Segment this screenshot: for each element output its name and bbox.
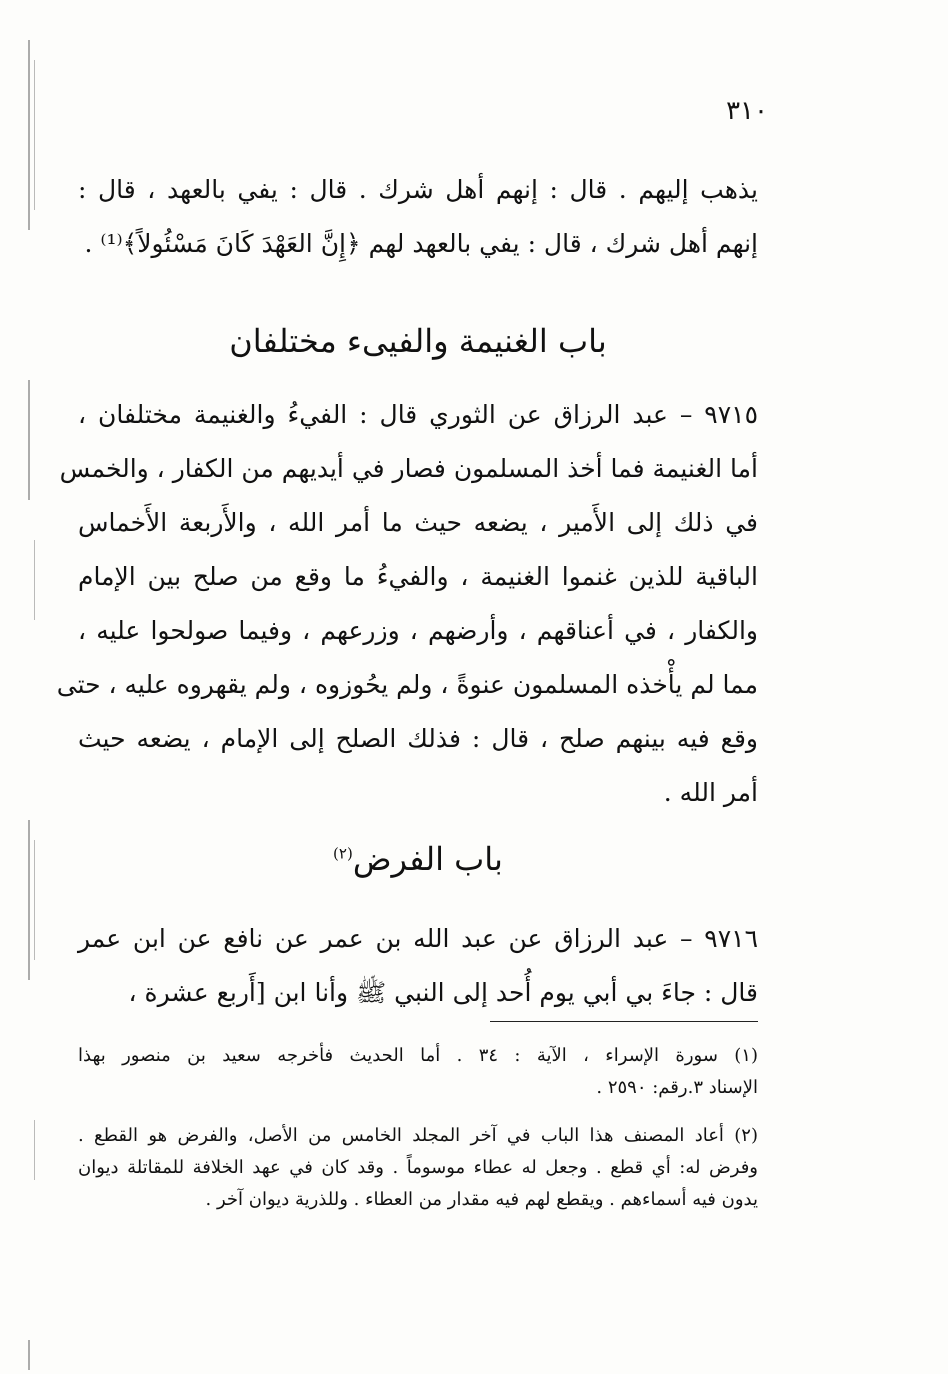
text-line: قال : جاءَ بي أبي يوم أُحد إلى النبي ﷺ وأنا ابن [أَربع عشرة ، <box>128 978 758 1007</box>
text-line: يذهب إليهم . قال : إنهم أهل شرك . قال : يفي بالعهد ، قال : <box>78 175 758 204</box>
binding-edge-line <box>28 820 30 980</box>
binding-edge-line <box>34 540 35 620</box>
text-line: في ذلك إلى الأَمير ، يضعه حيث ما أمر الله ، والأَربعة الأَخماس <box>78 508 758 537</box>
hadith-paragraph <box>56 388 759 820</box>
intro-paragraph <box>78 163 758 271</box>
section-heading: باب الغنيمة والفيىء مختلفان <box>229 322 607 360</box>
binding-edge-line <box>28 40 30 230</box>
footnotes <box>78 1040 758 1216</box>
text-line: وقع فيه بينهم صلح ، قال : فذلك الصلح إلى الإمام ، يضعه حيث <box>78 724 758 753</box>
binding-edge-line <box>34 840 35 960</box>
text-line: ٩٧١٦ – عبد الرزاق عن عبد الله بن عمر عن نافع عن ابن عمر <box>78 924 758 953</box>
text-line: والكفار ، في أعناقهم ، وأرضهم ، وزرعهم ، وفيما صولحوا عليه ، <box>78 616 758 645</box>
footnote <box>78 1120 758 1216</box>
footnote-gap <box>78 1104 758 1120</box>
text-line: ٩٧١٥ – عبد الرزاق عن الثوري قال : الفيءُ والغنيمة مختلفان ، <box>78 400 758 429</box>
text-line: مما لم يأْخذه المسلمون عنوةً ، ولم يحُوزوه ، ولم يقهروه عليه ، حتى <box>56 670 758 699</box>
binding-edge-line <box>34 1120 35 1180</box>
binding-edge-line <box>34 60 35 210</box>
footnote <box>78 1040 758 1104</box>
section-heading-text: باب الفرض <box>352 840 503 878</box>
footnote-line: الإسناد ٣.رقم: ٢٥٩٠ . <box>596 1077 758 1098</box>
section-heading <box>78 840 758 878</box>
footnote-line: (٢) أعاد المصنف هذا الباب في آخر المجلد الخامس من الأصل، والفرض هو القطع . <box>78 1125 758 1146</box>
text-line: أما الغنيمة فما أخذ المسلمون فصار في أيديهم من الكفار ، والخمس <box>59 454 758 483</box>
footnote-line: وفرض له: أي قطع . وجعل له عطاء موسوماً . وقد كان في عهد الخلافة للمقاتلة ديوان <box>78 1157 758 1178</box>
binding-edge-line <box>28 1340 30 1370</box>
page-number: ٣١٠ <box>726 96 768 126</box>
binding-edge-line <box>28 380 30 500</box>
text-line: الباقية للذين غنموا الغنيمة ، والفيءُ ما وقع من صلح بين الإمام <box>78 562 759 591</box>
hadith-paragraph <box>78 912 758 1020</box>
text-line: أمر الله . <box>663 778 758 807</box>
footnote-separator <box>490 1021 758 1022</box>
footnote-line: يدون فيه أسماءهم . ويقطع لهم فيه مقدار من العطاء . وللذرية ديوان آخر . <box>205 1189 758 1210</box>
text-line: إنهم أهل شرك ، قال : يفي بالعهد لهم ﴿إِنَّ العَهْدَ كَانَ مَسْئُولاً﴾⁽¹⁾ . <box>84 229 758 258</box>
footnote-line: (١) سورة الإسراء ، الآية : ٣٤ . أما الحديث فأخرجه سعيد بن منصور بهذا <box>78 1045 758 1066</box>
footnote-marker: (٢) <box>333 844 353 863</box>
